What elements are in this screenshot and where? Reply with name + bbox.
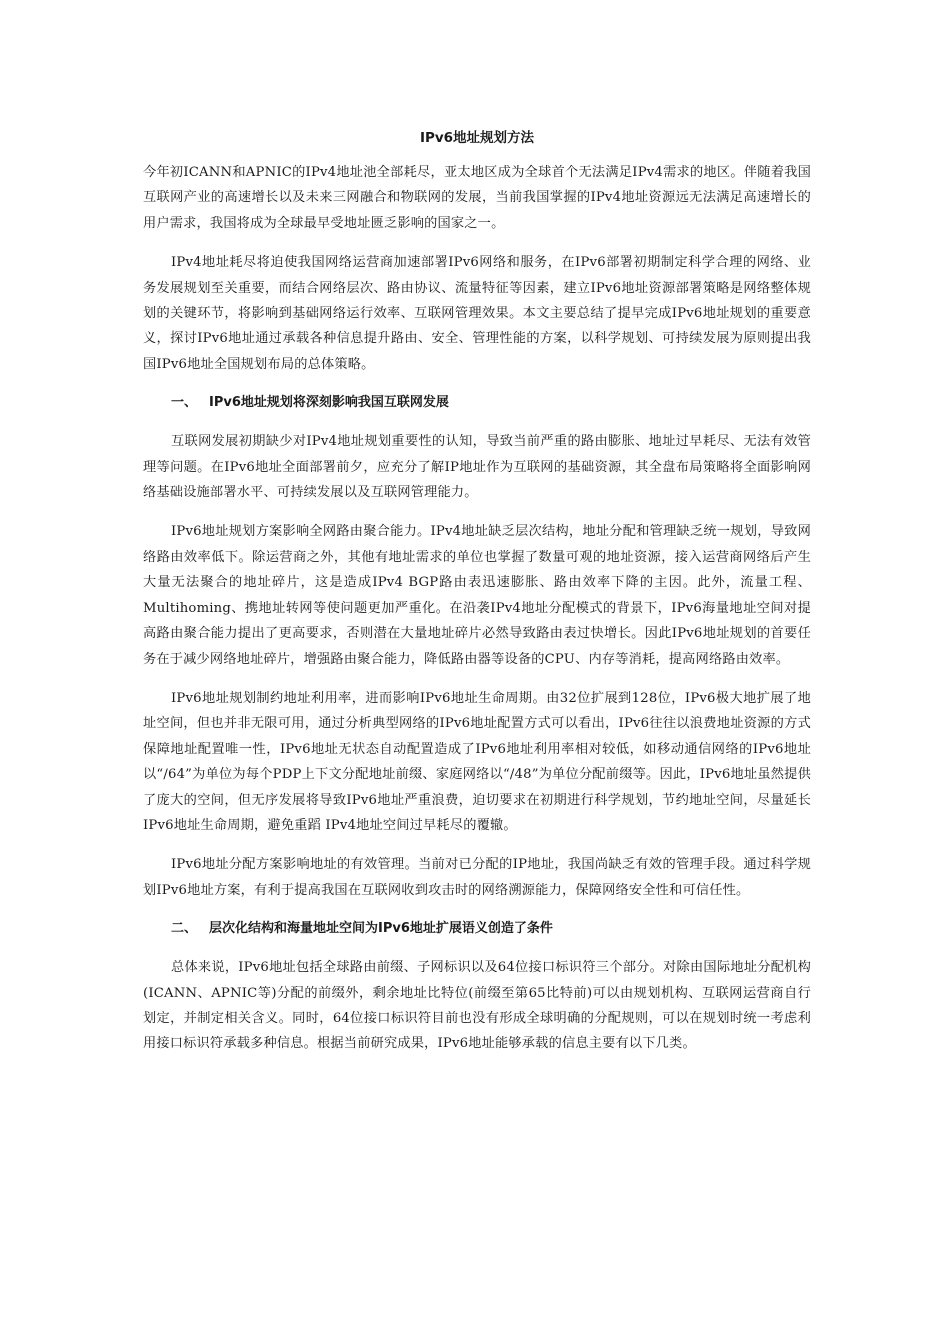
section-1-number: 一、 <box>171 395 198 411</box>
section-1-paragraph-2: IPv6地址规划方案影响全网路由聚合能力。IPv4地址缺乏层次结构，地址分配和管理缺乏统一规划，导致网络路由效率低下。除运营商之外，其他有地址需求的单位也掌握了数量可观的地址资源，接入运营商网络后产生大量无法聚合的地址碎片，这是造成IPv4 BGP路由表迅速膨胀、路由效率下降的主因。此外，流量工程、Multihoming、携地址转网等使问题更加严重化。在沿袭IPv4地址分配模式的背景下，IPv6海量地址空间对提高路由聚合能力提出了更高要求，否则潜在大量地址碎片必然导致路由表过快增长。因此IPv6地址规划的首要任务在于减少网络地址碎片，增强路由聚合能力，降低路由器等设备的CPU、内存等消耗，提高网络路由效率。 <box>143 524 811 667</box>
section-1-title: IPv6地址规划将深刻影响我国互联网发展 <box>209 395 449 411</box>
document-title: IPv6地址规划方法 <box>419 130 535 146</box>
section-2-number: 二、 <box>171 921 198 937</box>
intro-paragraph-2: IPv4地址耗尽将迫使我国网络运营商加速部署IPv6网络和服务，在IPv6部署初期制定科学合理的网络、业务发展规划至关重要，而结合网络层次、路由协议、流量特征等因素，建立IPv6地址资源部署策略是网络整体规划的关键环节，将影响到基础网络运行效率、互联网管理效果。本文主要总结了提早完成IPv6地址规划的重要意义，探讨IPv6地址通过承载各种信息提升路由、安全、管理性能的方案，以科学规划、可持续发展为原则提出我国IPv6地址全国规划布局的总体策略。 <box>143 255 811 372</box>
section-1-heading <box>171 391 811 415</box>
section-1-paragraph-1: 互联网发展初期缺少对IPv4地址规划重要性的认知，导致当前严重的路由膨胀、地址过早耗尽、无法有效管理等问题。在IPv6地址全面部署前夕，应充分了解IP地址作为互联网的基础资源，其全盘布局策略将全面影响网络基础设施部署水平、可持续发展以及互联网管理能力。 <box>143 434 811 501</box>
section-2-paragraph-1: 总体来说，IPv6地址包括全球路由前缀、子网标识以及64位接口标识符三个部分。对除由国际地址分配机构(ICANN、APNIC等)分配的前缀外，剩余地址比特位(前缀至第65比特前)可以由规划机构、互联网运营商自行划定，并制定相关含义。同时，64位接口标识符目前也没有形成全球明确的分配规则，可以在规划时统一考虑利用接口标识符承载多种信息。根据当前研究成果，IPv6地址能够承载的信息主要有以下几类。 <box>143 960 811 1052</box>
intro-paragraph-1: 今年初ICANN和APNIC的IPv4地址池全部耗尽，亚太地区成为全球首个无法满足IPv4需求的地区。伴随着我国互联网产业的高速增长以及未来三网融合和物联网的发展，当前我国掌握的IPv4地址资源远无法满足高速增长的用户需求，我国将成为全球最早受地址匮乏影响的国家之一。 <box>143 165 811 231</box>
section-1-paragraph-4: IPv6地址分配方案影响地址的有效管理。当前对已分配的IP地址，我国尚缺乏有效的管理手段。通过科学规划IPv6地址方案，有利于提高我国在互联网收到攻击时的网络溯源能力，保障网络安全性和可信任性。 <box>143 857 811 898</box>
section-2-title: 层次化结构和海量地址空间为IPv6地址扩展语义创造了条件 <box>209 921 553 937</box>
section-1-paragraph-3: IPv6地址规划制约地址利用率，进而影响IPv6地址生命周期。由32位扩展到128位，IPv6极大地扩展了地址空间，但也并非无限可用，通过分析典型网络的IPv6地址配置方式可以看出，IPv6往往以浪费地址资源的方式保障地址配置唯一性，IPv6地址无状态自动配置造成了IPv6地址利用率相对较低，如移动通信网络的IPv6地址以“/64”为单位为每个PDP上下文分配地址前缀、家庭网络以“/48”为单位分配前缀等。因此，IPv6地址虽然提供了庞大的空间，但无序发展将导致IPv6地址严重浪费，迫切要求在初期进行科学规划，节约地址空间，尽量延长IPv6地址生命周期，避免重蹈 IPv4地址空间过早耗尽的覆辙。 <box>143 690 811 833</box>
document-page <box>143 120 811 1071</box>
section-2-heading <box>171 917 811 941</box>
